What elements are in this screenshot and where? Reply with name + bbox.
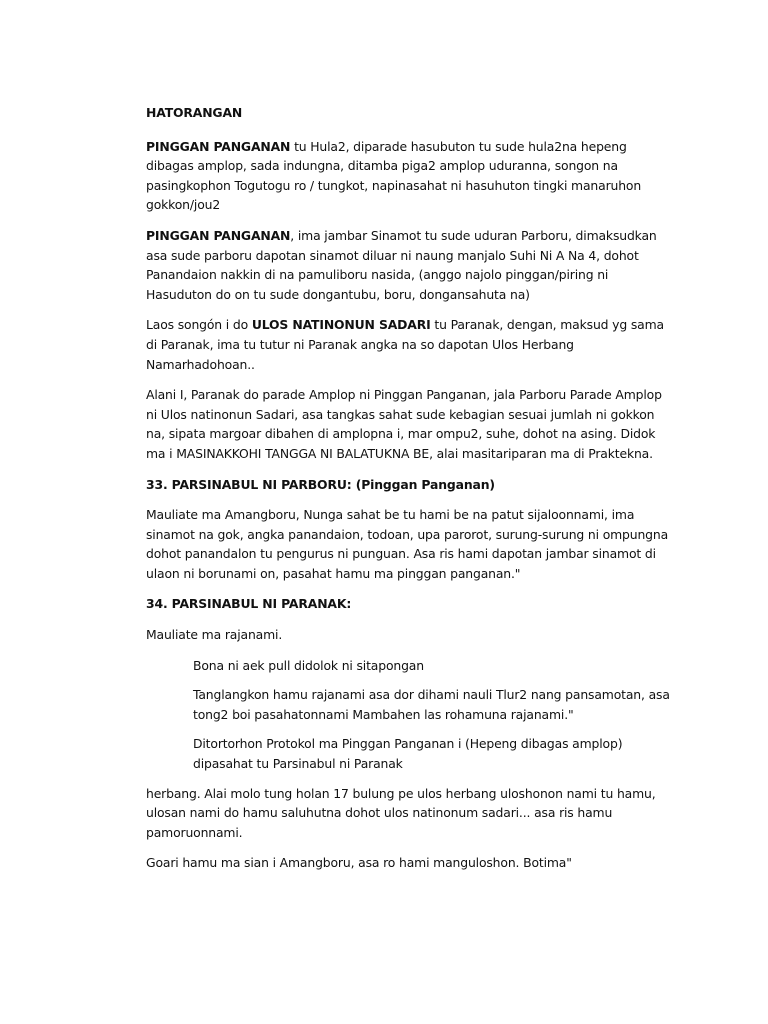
document-page bbox=[146, 103, 676, 884]
bold-term: PINGGAN PANGANAN bbox=[146, 138, 291, 154]
indented-line-2: Tanglangkon hamu rajanami asa dor dihami nauli Tlur2 nang pansamotan, asa tong2 boi pasahatonnami Mambahen las rohamuna rajanami." bbox=[193, 687, 670, 722]
paragraph-alani: Alani I, Paranak do parade Amplop ni Pinggan Panganan, jala Parboru Parade Amplop ni Ulos natinonun Sadari, asa tangkas sahat sude kebagian sesuai jumlah ni gokkon na, sipata margoar dibahen di amplopna i, mar ompu2, suhe, dohot na asing. Didok ma i MASINAKKOHI TANGGA NI BALATUKNA BE, alai masitariparan ma di Praktekna. bbox=[146, 387, 662, 461]
paragraph-mauliate-amangboru: Mauliate ma Amangboru, Nunga sahat be tu hami be na patut sijaloonnami, ima sinamot na gok, angka panandaion, todoan, upa parorot, surung-surung ni ompungna dohot panandalon tu pengurus ni punguan. Asa ris hami dapotan jambar sinamot di ulaon ni borunami on, pasahat hamu ma pinggan panganan." bbox=[146, 507, 669, 581]
document-title: HATORANGAN bbox=[146, 105, 243, 120]
paragraph-text-after: tu Paranak, dengan, maksud yg sama di Paranak, ima tu tutur ni Paranak angka na so dapotan Ulos Herbang Namarhadohoan.. bbox=[146, 317, 664, 372]
section-heading-33: 33. PARSINABUL NI PARBORU: (Pinggan Panganan) bbox=[146, 476, 495, 492]
indented-line-3: Ditortorhon Protokol ma Pinggan Panganan i (Hepeng dibagas amplop) dipasahat tu Parsinabul ni Paranak bbox=[193, 736, 623, 772]
paragraph-text-before: Laos songón i do bbox=[146, 317, 252, 333]
paragraph-text: , ima jambar Sinamot tu sude uduran Parboru, dimaksudkan asa sude parboru dapotan sinamot diluar ni naung manjalo Suhi Ni A Na 4, dohot Panandaion nakkin di na pamuliboru nasida, (anggo najolo pinggan/piring ni Hasuduton do on tu sude dongantubu, boru, dongansahuta na) bbox=[146, 227, 657, 302]
paragraph-ulos-natinonun bbox=[146, 315, 676, 374]
paragraph-herbang: herbang. Alai molo tung holan 17 bulung pe ulos herbang uloshonon nami tu hamu, ulosan nami do hamu saluhutna dohot ulos natinonum sadari... asa ris hamu pamoruonnami. bbox=[146, 785, 656, 840]
bold-term: ULOS NATINONUN SADARI bbox=[251, 317, 431, 333]
section-heading-34: 34. PARSINABUL NI PARANAK: bbox=[146, 596, 352, 612]
paragraph-mauliate-rajanami: Mauliate ma rajanami. bbox=[146, 627, 283, 643]
paragraph-goari: Goari hamu ma sian i Amangboru, asa ro hami manguloshon. Botima" bbox=[146, 855, 572, 871]
indented-line-1: Bona ni aek pull didolok ni sitapongan bbox=[193, 657, 424, 673]
paragraph-pinggan-panganan-2 bbox=[146, 226, 676, 304]
paragraph-text: tu Hula2, diparade hasubuton tu sude hula2na hepeng dibagas amplop, sada indungna, ditamba piga2 amplop uduranna, songon na pasingkophon Togutogu ro / tungkot, napinasahat ni hasuhuton tingki manaruhon gokkon/jou2 bbox=[146, 138, 642, 213]
bold-term: PINGGAN PANGANAN bbox=[146, 227, 291, 243]
paragraph-pinggan-panganan-1 bbox=[146, 137, 676, 215]
